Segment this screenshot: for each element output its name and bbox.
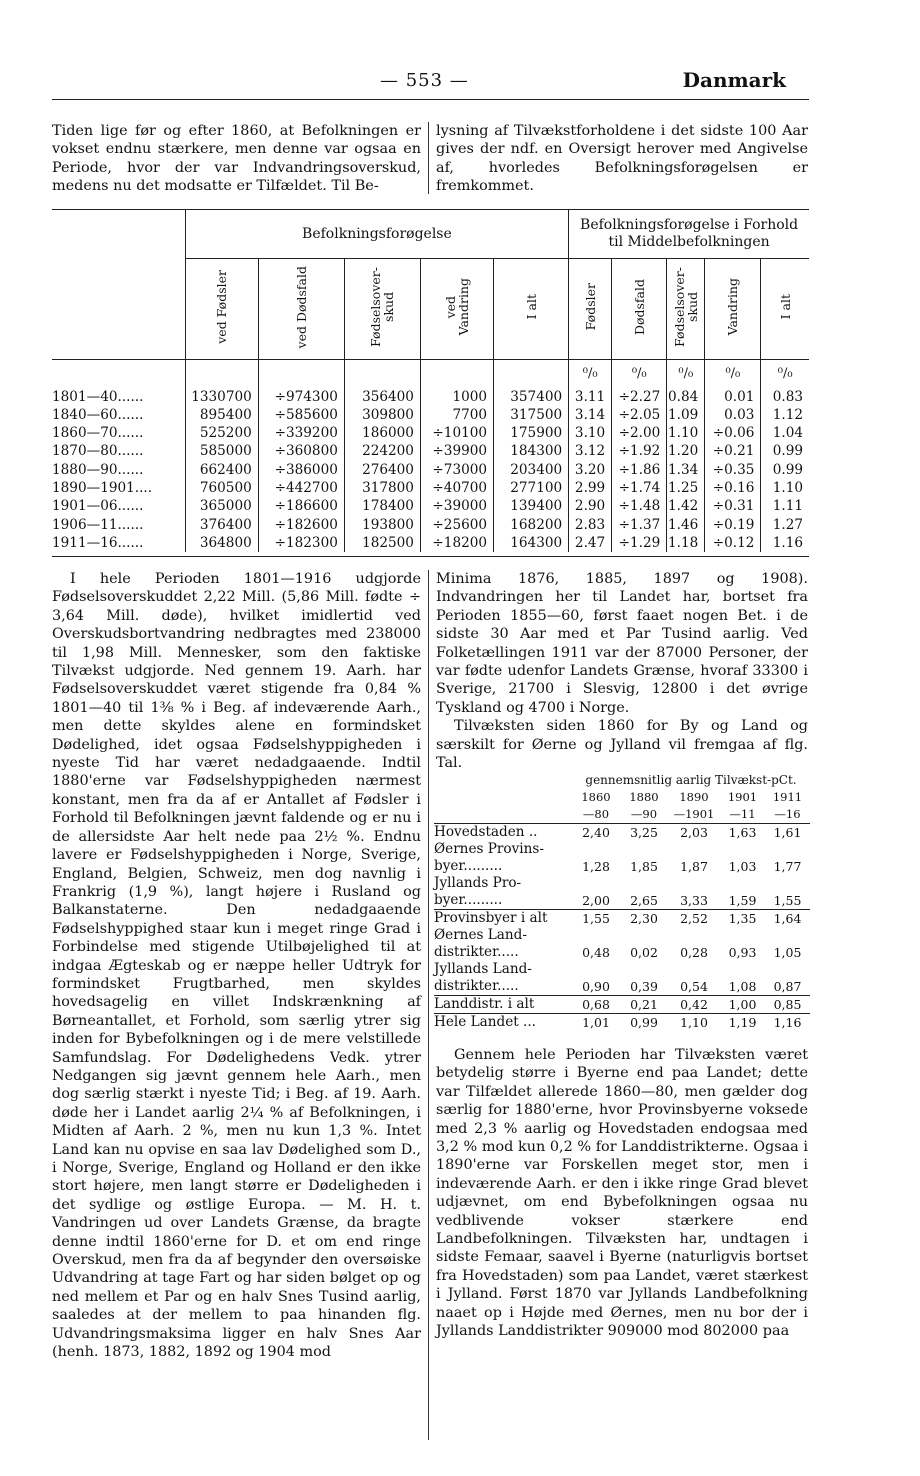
value-cell: 365000: [185, 497, 258, 515]
percent-cell: 1.11: [772, 498, 803, 515]
paragraph: Minima 1876, 1885, 1897 og 1908). Indvandringen her til Landet har, bortset fra Perioden 1855—60, først faaet nogen Bet. i de sidste 30 Aar med et Par Tusind aarlig. Ved Folketællingen 1911 var der 87000 Personer, der var fødte udenfor Landets Grænse, hvoraf 33300 i Sverige, 21700 i Slesvig, 12800 i det øvrige Tyskland og 4700 i Norge.: [436, 571, 808, 716]
value-cell: 1,03: [728, 859, 757, 874]
value-cell: 178400: [344, 497, 420, 515]
table-row: [52, 424, 809, 442]
value-cell: 364800: [185, 534, 258, 552]
row-label: distrikter.....: [434, 944, 519, 960]
value-cell: 1,01: [582, 1015, 610, 1030]
period-header: —16: [774, 807, 801, 821]
value-cell: 1,61: [773, 825, 802, 840]
value-cell: 276400: [344, 461, 420, 479]
value-cell: 1,10: [680, 1015, 708, 1030]
intro-left: [52, 122, 421, 196]
table-row: [434, 961, 810, 978]
period-cell: 1870—80......: [52, 442, 185, 460]
growth-by-region-table: [434, 772, 810, 1031]
percent-cell: 1.46: [667, 516, 705, 534]
period-cell: 1906—11......: [52, 516, 185, 534]
row-label: Øernes Land-: [434, 927, 527, 943]
period-cell: 1860—70......: [52, 424, 185, 442]
empty-cell: [620, 841, 668, 858]
percent-cell: ÷1.29: [612, 534, 667, 552]
table-row: [52, 534, 809, 552]
intro-left-text: Tiden lige før og efter 1860, at Befolkningen er vokset endnu stærkere, men denne var ogsaa en Periode, hvor der var Indvandringsoverskud, medens nu det modsatte er Tilfældet. Til Be-: [52, 123, 421, 195]
empty-cell: [668, 841, 720, 858]
period-header: 1890: [679, 790, 709, 804]
value-cell: 2,52: [680, 911, 708, 926]
value-cell: 0,28: [680, 945, 708, 960]
value-cell: ÷386000: [258, 461, 344, 479]
percent-cell: 1.42: [667, 497, 705, 515]
percent-cell: 3.11: [569, 388, 612, 406]
value-cell: ÷39000: [420, 497, 493, 515]
table-row: [52, 516, 809, 534]
period-header: —80: [582, 807, 610, 821]
percent-cell: 0.84: [667, 388, 705, 406]
period-header: —1901: [673, 807, 715, 821]
value-cell: 1,08: [728, 979, 757, 994]
header-rule: [52, 99, 809, 100]
value-cell: 184300: [494, 442, 569, 460]
col-header-birth-surplus: Fødselsover- skud: [368, 267, 397, 347]
value-cell: ÷585600: [258, 406, 344, 424]
paragraph: Tilvæksten siden 1860 for By og Land og særskilt for Øerne og Jylland vil fremgaa af flg. Tal.: [436, 718, 808, 772]
value-cell: 0,21: [630, 997, 658, 1012]
percent-cell: 0.83: [772, 388, 803, 405]
value-cell: 186000: [344, 424, 420, 442]
value-cell: 139400: [494, 497, 569, 515]
value-cell: 1,55: [773, 893, 802, 908]
left-column: [52, 570, 421, 1361]
value-cell: 0,85: [773, 997, 802, 1012]
percent-cell: ÷1.48: [612, 497, 667, 515]
col-header-total: I alt: [523, 294, 539, 320]
value-cell: 203400: [494, 461, 569, 479]
empty-cell: [720, 927, 765, 944]
value-cell: 277100: [494, 479, 569, 497]
value-cell: 3,33: [680, 893, 708, 908]
empty-cell: [765, 841, 810, 858]
row-label: Øernes Provins-: [434, 841, 544, 857]
paragraph: Gennem hele Perioden har Tilvæksten været betydelig større i Byerne end paa Landet; dette var Tilfældet allerede 1860—80, men gælder dog særlig for 1880'erne, hvor Provinsbyerne voksede med 2,3 % aarlig og Hovedstaden endogsaa med 3,2 % mod kun 0,2 % for Landdistrikterne. Ogsaa i 1890'erne var Forskellen meget stor, men i indeværende Aarh. er den i ikke ringe Grad blevet udjævnet, om end Bybefolkningen ogsaa nu vedblivende vokser stærkere end Landbefolkningen. Tilvæksten har, undtagen i sidste Femaar, saavel i Byerne (naturligvis bortset fra Hovedstaden) som paa Landet, været stærkest i Jylland. Først 1870 var Jyllands Landbefolkning naaet op i Højde med Øernes, men nu bor der i Jyllands Landdistrikter 909000 mod 802000 paa: [436, 1047, 808, 1340]
percent-cell: 3.20: [569, 461, 612, 479]
percent-cell: 1.20: [667, 442, 705, 460]
value-cell: ÷40700: [420, 479, 493, 497]
value-cell: 175900: [494, 424, 569, 442]
value-cell: ÷974300: [258, 388, 344, 406]
col-header-migration: ved Vandring: [443, 278, 472, 336]
table-row: [52, 388, 809, 406]
empty-cell: [720, 875, 765, 892]
empty-cell: [765, 875, 810, 892]
value-cell: 0,54: [680, 979, 708, 994]
percent-cell: ÷2.00: [612, 424, 667, 442]
empty-cell: [620, 875, 668, 892]
value-cell: ÷39900: [420, 442, 493, 460]
value-cell: 2,03: [680, 825, 708, 840]
value-cell: ÷73000: [420, 461, 493, 479]
value-cell: 2,30: [630, 911, 658, 926]
value-cell: 0,68: [582, 997, 610, 1012]
table-bottom-rule: [52, 556, 809, 557]
value-cell: 895400: [185, 406, 258, 424]
row-label: Hele Landet ...: [434, 1014, 536, 1030]
percent-cell: ÷1.86: [612, 461, 667, 479]
population-growth-table: [52, 209, 809, 552]
value-cell: 2,40: [582, 825, 610, 840]
value-cell: 1000: [420, 388, 493, 406]
value-cell: 1,64: [773, 911, 802, 926]
value-cell: 2,65: [630, 893, 658, 908]
percent-cell: 3.10: [569, 424, 612, 442]
percent-cell: 1.25: [667, 479, 705, 497]
value-cell: 1,59: [728, 893, 757, 908]
col-header-surplus-pct: Fødselsover- skud: [671, 267, 700, 347]
value-cell: 1,28: [582, 859, 610, 874]
col-header-births-pct: Fødsler: [582, 283, 598, 331]
percent-cell: 0.03: [705, 406, 761, 424]
percent-cell: 2.47: [569, 534, 612, 552]
table-row: [434, 910, 810, 928]
value-cell: 357400: [494, 388, 569, 406]
percent-cell: ÷2.05: [612, 406, 667, 424]
table-row: [434, 927, 810, 944]
percent-cell: 3.14: [569, 406, 612, 424]
value-cell: 356400: [344, 388, 420, 406]
value-cell: 1,19: [728, 1015, 757, 1030]
row-label: byer.........: [434, 858, 503, 874]
right-column-top: [436, 570, 808, 772]
percent-cell: 1.04: [772, 425, 803, 442]
percent-cell: 1.12: [772, 406, 803, 423]
table-row: [434, 1014, 810, 1032]
period-header: 1860: [581, 790, 611, 804]
table-row: [434, 944, 810, 961]
intro-divider: [428, 122, 429, 194]
value-cell: 662400: [185, 461, 258, 479]
row-label: Jyllands Land-: [434, 961, 532, 977]
percent-cell: 3.12: [569, 442, 612, 460]
col-header-total-pct: I alt: [777, 294, 793, 320]
period-cell: 1890—1901....: [52, 479, 185, 497]
empty-cell: [720, 961, 765, 978]
empty-cell: [668, 875, 720, 892]
value-cell: 0,87: [773, 979, 802, 994]
percent-cell: ÷0.12: [705, 534, 761, 552]
value-cell: 193800: [344, 516, 420, 534]
empty-cell: [668, 927, 720, 944]
percent-cell: 0.01: [705, 388, 761, 406]
value-cell: 1330700: [185, 388, 258, 406]
period-header: —90: [630, 807, 658, 821]
percent-cell: ÷0.06: [705, 424, 761, 442]
value-cell: 0,42: [680, 997, 708, 1012]
value-cell: 1,16: [773, 1015, 802, 1030]
row-label: byer.........: [434, 892, 503, 908]
value-cell: ÷182300: [258, 534, 344, 552]
value-cell: 0,48: [582, 945, 610, 960]
value-cell: 1,63: [728, 825, 757, 840]
value-cell: ÷186600: [258, 497, 344, 515]
group-header-absolute: Befolkningsforøgelse: [185, 210, 568, 259]
small-table-caption: gennemsnitlig aarlig Tilvækst-pCt.: [585, 773, 797, 787]
period-cell: 1801—40......: [52, 388, 185, 406]
row-label: Landdistr. i alt: [434, 996, 535, 1012]
empty-cell: [572, 927, 620, 944]
percent-cell: 1.16: [772, 534, 803, 551]
empty-cell: [765, 927, 810, 944]
value-cell: 1,85: [630, 859, 658, 874]
value-cell: 164300: [494, 534, 569, 552]
table-row: [52, 479, 809, 497]
percent-cell: 1.10: [772, 479, 803, 496]
col-header-deaths: ved Dødsfald: [293, 265, 309, 349]
table-row: [434, 858, 810, 875]
value-cell: ÷25600: [420, 516, 493, 534]
col-header-migration-pct: Vandring: [725, 278, 741, 336]
percent-cell: 1.34: [667, 461, 705, 479]
empty-cell: [668, 961, 720, 978]
value-cell: 2,00: [582, 893, 610, 908]
value-cell: 585000: [185, 442, 258, 460]
value-cell: ÷18200: [420, 534, 493, 552]
percent-cell: 2.99: [569, 479, 612, 497]
value-cell: 317500: [494, 406, 569, 424]
percent-cell: ÷1.92: [612, 442, 667, 460]
period-header: 1911: [772, 790, 803, 804]
value-cell: 525200: [185, 424, 258, 442]
percent-cell: 1.09: [667, 406, 705, 424]
col-header-deaths-pct: Dødsfald: [631, 278, 647, 336]
group-header-relative: Befolkningsforøgelse i Forhold til Middelbefolkningen: [569, 210, 809, 259]
right-column-bottom: [436, 1046, 808, 1341]
table-row: [52, 406, 809, 424]
row-label: Provinsbyer i alt: [434, 910, 548, 926]
column-divider: [428, 570, 429, 1440]
value-cell: 1,87: [680, 859, 708, 874]
value-cell: 0,93: [728, 945, 757, 960]
value-cell: ÷339200: [258, 424, 344, 442]
period-header: 1880: [629, 790, 659, 804]
table-row: [434, 841, 810, 858]
row-label: Jyllands Pro-: [434, 875, 522, 891]
value-cell: ÷182600: [258, 516, 344, 534]
percent-cell: 0.99: [772, 443, 803, 460]
paragraph: I hele Perioden 1801—1916 udgjorde Fødselsoverskuddet 2,22 Mill. (5,86 Mill. fødte ÷ 3,64 Mill. døde), hvilket imidlertid ved Overskudsbortvandring nedbragtes med 238000 til 1,98 Mill. Mennesker, som den faktiske Tilvækst udgjorde. Ned gennem 19. Aarh. har Fødselsoverskuddet været stigende fra 0,84 % 1801—40 til 1⅜ % i Beg. af indeværende Aarh., men dette skyldes alene en formindsket Dødelighed, idet ogsaa Fødselshyppigheden i nyeste Tid har været nedadgaaende. Indtil 1880'erne var Fødselshyppigheden nærmest konstant, men fra da af er Antallet af Fødsler i Forhold til Befolkningen jævnt faldende og er nu i de allersidste Aar helt nede paa 2½ %. Endnu lavere er Fødselshyppigheden i Norge, Sverige, England, Belgien, Schweiz, men dog navnlig i Frankrig (1,9 %), langt højere i Rusland og Balkanstaterne. Den nedadgaaende Fødselshyppighed staar kun i meget ringe Grad i Forbindelse med stigende Utilbøjelighed til at indgaa Ægteskab og er næppe heller Udtryk for formindsket Frugtbarhed, men skyldes hovedsagelig en villet Indskrænkning af Børneantallet, et Forhold, som særlig ytrer sig inden for Bybefolkningen og i de mere velstillede Samfundslag. For Dødelighedens Vedk. ytrer Nedgangen sig jævnt gennem hele Aarh., men dog særlig stærkt i nyeste Tid; i Beg. af 19. Aarh. døde her i Landet aarlig 2¼ % af Befolkningen, i Midten af Aarh. 2 %, men nu kun 1,3 %. Intet Land kan nu opvise en saa lav Dødelighed som D., i Norge, Sverige, England og Holland er den ikke stort højere, men langt større er Dødeligheden i det sydlige og østlige Europa. — M. H. t. Vandringen ud over Landets Grænse, da bragte denne indtil 1860'erne for D. et om end ringe Overskud, men fra da af begynder den oversøiske Udvandring at tage Fart og har siden bølget op og ned mellem et Par og en halv Snes Tusind aarlig, saaledes at der mellem to paa hinanden flg. Udvandringsmaksima ligger en halv Snes Aar (henh. 1873, 1882, 1892 og 1904 mod: [52, 571, 421, 1361]
table-row: [434, 996, 810, 1014]
value-cell: 376400: [185, 516, 258, 534]
percent-cell: 0.99: [772, 461, 803, 478]
period-cell: 1911—16......: [52, 534, 185, 552]
pct-unit: ⁰/₀: [705, 360, 761, 388]
value-cell: ÷360800: [258, 442, 344, 460]
percent-cell: ÷0.16: [705, 479, 761, 497]
value-cell: 3,25: [630, 825, 658, 840]
empty-cell: [620, 927, 668, 944]
percent-cell: 1.27: [772, 516, 803, 533]
value-cell: 1,55: [582, 911, 610, 926]
empty-cell: [620, 961, 668, 978]
percent-cell: ÷1.74: [612, 479, 667, 497]
empty-cell: [572, 875, 620, 892]
percent-cell: 2.83: [569, 516, 612, 534]
empty-cell: [720, 841, 765, 858]
intro-right-text: lysning af Tilvækstforholdene i det sidste 100 Aar gives der ndf. en Oversigt herover med Angivelse af, hvorledes Befolkningsforøgelsen er fremkommet.: [436, 123, 808, 195]
period-cell: 1840—60......: [52, 406, 185, 424]
table-row: [52, 497, 809, 515]
value-cell: 309800: [344, 406, 420, 424]
empty-cell: [572, 841, 620, 858]
period-cell: 1880—90......: [52, 461, 185, 479]
percent-cell: ÷0.35: [705, 461, 761, 479]
table-row: [434, 892, 810, 910]
row-label: Hovedstaden ..: [434, 824, 538, 840]
period-header: —11: [729, 807, 756, 821]
pct-unit: ⁰/₀: [612, 360, 667, 388]
col-header-births: ved Fødsler: [214, 270, 230, 344]
empty-cell: [765, 961, 810, 978]
running-head: Danmark: [682, 68, 786, 92]
value-cell: 0,90: [582, 979, 610, 994]
percent-cell: 1.10: [667, 424, 705, 442]
empty-cell: [572, 961, 620, 978]
value-cell: 7700: [420, 406, 493, 424]
percent-cell: ÷0.21: [705, 442, 761, 460]
value-cell: 1,77: [773, 859, 802, 874]
table-row: [434, 824, 810, 842]
percent-cell: 1.18: [667, 534, 705, 552]
value-cell: 317800: [344, 479, 420, 497]
value-cell: 0,39: [630, 979, 658, 994]
value-cell: 0,02: [630, 945, 658, 960]
value-cell: 1,05: [773, 945, 802, 960]
period-header: 1901: [727, 790, 758, 804]
value-cell: 168200: [494, 516, 569, 534]
value-cell: 1,35: [728, 911, 757, 926]
period-cell: 1901—06......: [52, 497, 185, 515]
value-cell: 0,99: [630, 1015, 658, 1030]
page-number: — 553 —: [380, 70, 469, 91]
percent-cell: ÷0.31: [705, 497, 761, 515]
value-cell: 224200: [344, 442, 420, 460]
value-cell: ÷10100: [420, 424, 493, 442]
percent-cell: 2.90: [569, 497, 612, 515]
value-cell: 760500: [185, 479, 258, 497]
percent-cell: ÷0.19: [705, 516, 761, 534]
table-row: [434, 978, 810, 996]
pct-unit: ⁰/₀: [777, 366, 793, 382]
percent-cell: ÷2.27: [612, 388, 667, 406]
value-cell: ÷442700: [258, 479, 344, 497]
pct-unit: ⁰/₀: [667, 360, 705, 388]
value-cell: 1,00: [728, 997, 757, 1012]
table-row: [52, 461, 809, 479]
row-label: distrikter.....: [434, 978, 519, 994]
table-row: [434, 875, 810, 892]
percent-cell: ÷1.37: [612, 516, 667, 534]
pct-unit: ⁰/₀: [569, 360, 612, 388]
table-row: [52, 442, 809, 460]
value-cell: 182500: [344, 534, 420, 552]
intro-right: [436, 122, 808, 196]
